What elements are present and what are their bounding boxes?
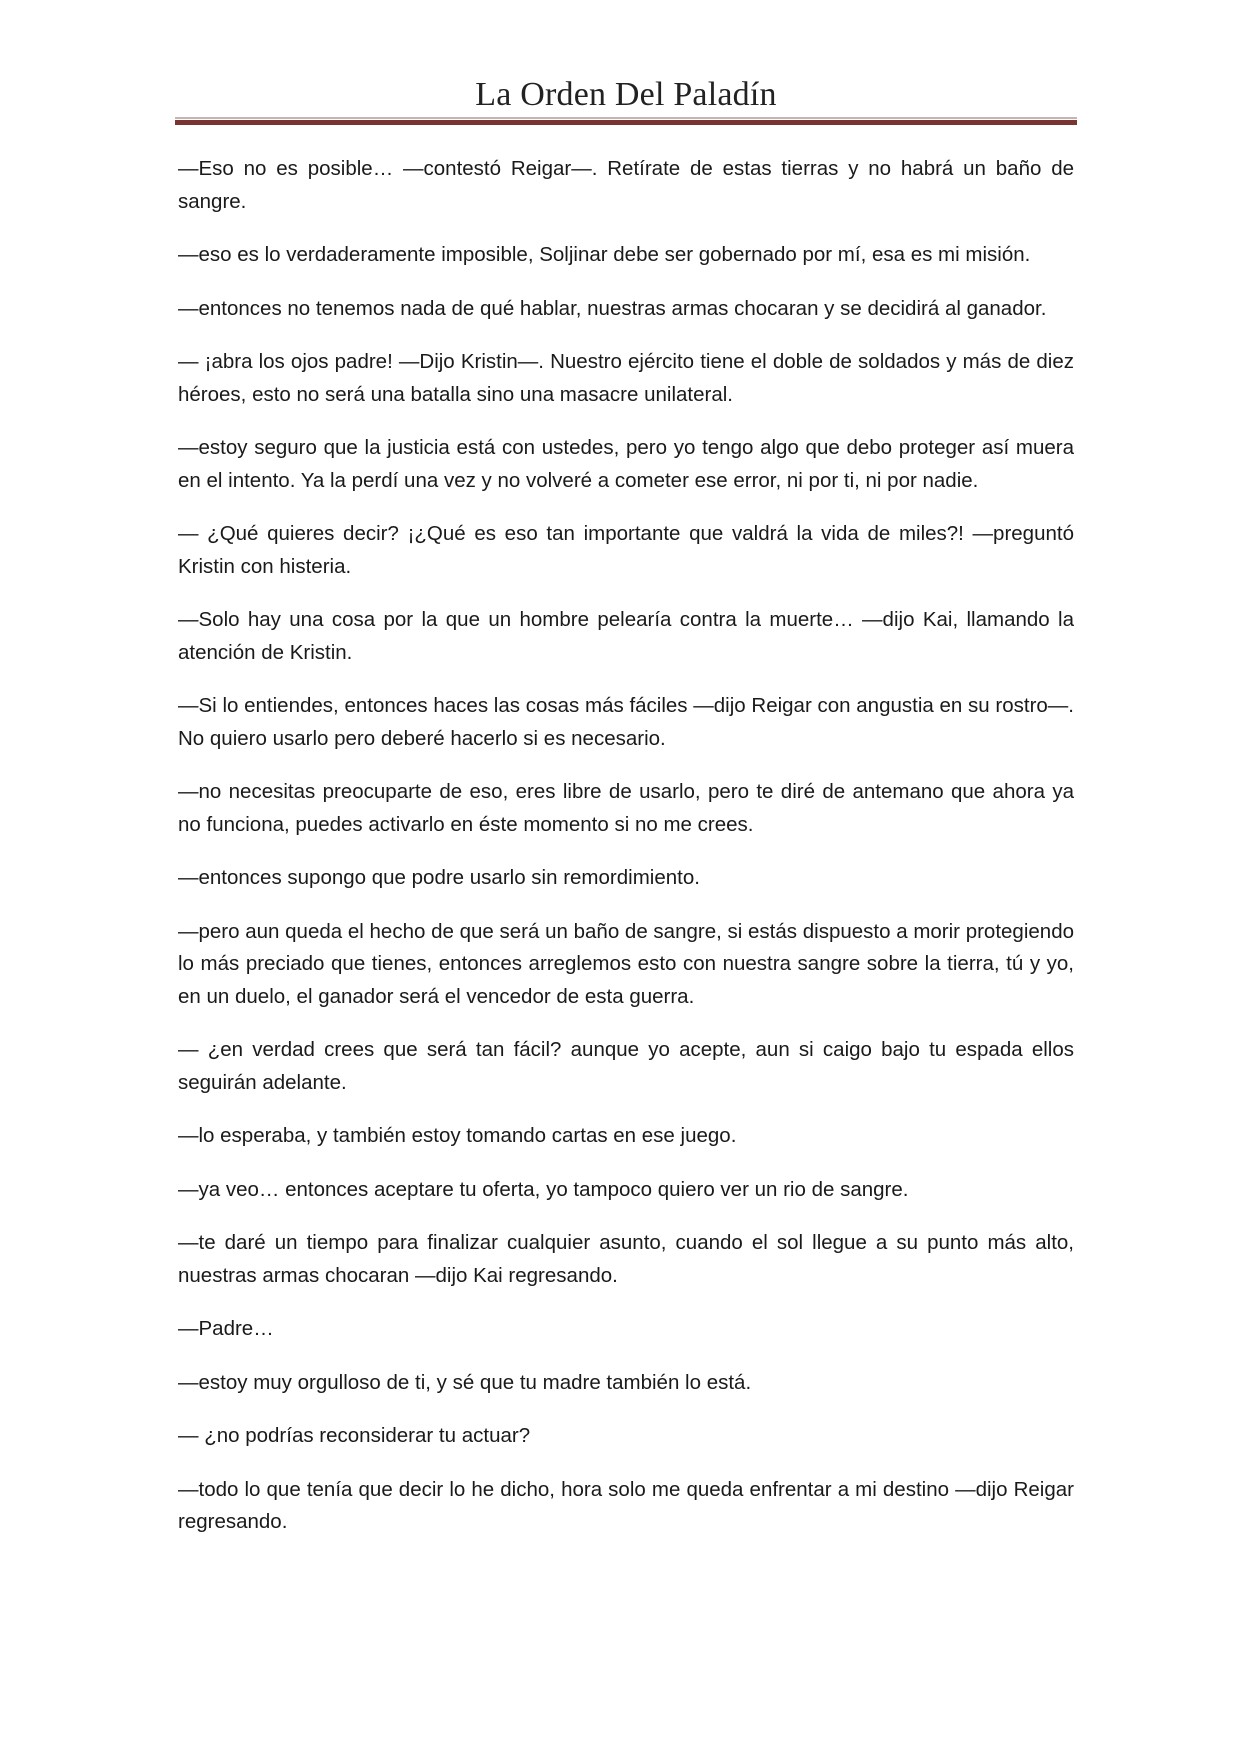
paragraph-5: —estoy seguro que la justicia está con ustedes, pero yo tengo algo que debo proteger así muera en el intento. Ya la perdí una vez y no volveré a cometer ese error, ni por ti, ni por nadie. bbox=[178, 436, 1074, 492]
paragraph-14: —ya veo… entonces aceptare tu oferta, yo tampoco quiero ver un rio de sangre. bbox=[178, 1177, 909, 1201]
paragraph-6: — ¿Qué quieres decir? ¡¿Qué es eso tan importante que valdrá la vida de miles?! —preguntó Kristin con histeria. bbox=[178, 522, 1074, 578]
paragraph-4: — ¡abra los ojos padre! —Dijo Kristin—. Nuestro ejército tiene el doble de soldados y más de diez héroes, esto no será una batalla sino una masacre unilateral. bbox=[178, 350, 1074, 406]
paragraph-16: —Padre… bbox=[178, 1317, 274, 1340]
paragraph-7: —Solo hay una cosa por la que un hombre pelearía contra la muerte… —dijo Kai, llamando la atención de Kristin. bbox=[178, 608, 1074, 664]
paragraph-13: —lo esperaba, y también estoy tomando cartas en ese juego. bbox=[178, 1124, 737, 1147]
paragraph-17: —estoy muy orgulloso de ti, y sé que tu madre también lo está. bbox=[178, 1370, 752, 1394]
paragraph-1: —Eso no es posible… —contestó Reigar—. Retírate de estas tierras y no habrá un baño de sangre. bbox=[178, 157, 1074, 213]
paragraph-3: —entonces no tenemos nada de qué hablar, nuestras armas chocaran y se decidirá al ganador. bbox=[178, 296, 1047, 320]
page-header bbox=[175, 70, 1077, 120]
paragraph-10: —entonces supongo que podre usarlo sin remordimiento. bbox=[178, 866, 700, 889]
paragraph-19: —todo lo que tenía que decir lo he dicho, hora solo me queda enfrentar a mi destino —dijo Reigar regresando. bbox=[178, 1477, 1074, 1533]
paragraph-9: —no necesitas preocuparte de eso, eres libre de usarlo, pero te diré de antemano que ahora ya no funciona, puedes activarlo en éste momento si no me crees. bbox=[178, 780, 1074, 836]
paragraph-15: —te daré un tiempo para finalizar cualquier asunto, cuando el sol llegue a su punto más alto, nuestras armas chocaran —dijo Kai regresando. bbox=[178, 1231, 1074, 1287]
paragraph-8: —Si lo entiendes, entonces haces las cosas más fáciles —dijo Reigar con angustia en su rostro—. No quiero usarlo pero deberé hacerlo si es necesario. bbox=[178, 694, 1074, 750]
header-rule-thick bbox=[175, 120, 1077, 125]
body-text bbox=[178, 153, 1074, 1560]
paragraph-12: — ¿en verdad crees que será tan fácil? aunque yo acepte, aun si caigo bajo tu espada ellos seguirán adelante. bbox=[178, 1038, 1074, 1094]
header-rule-thin bbox=[175, 117, 1077, 119]
paragraph-18: — ¿no podrías reconsiderar tu actuar? bbox=[178, 1424, 531, 1447]
book-title: La Orden Del Paladín bbox=[475, 76, 777, 113]
paragraph-11: —pero aun queda el hecho de que será un baño de sangre, si estás dispuesto a morir protegiendo lo más preciado que tienes, entonces arreglemos esto con nuestra sangre sobre la tierra, tú y yo, en un duelo, el ganador será el vencedor de esta guerra. bbox=[178, 919, 1074, 1008]
paragraph-2: —eso es lo verdaderamente imposible, Soljinar debe ser gobernado por mí, esa es mi misión. bbox=[178, 243, 1031, 266]
